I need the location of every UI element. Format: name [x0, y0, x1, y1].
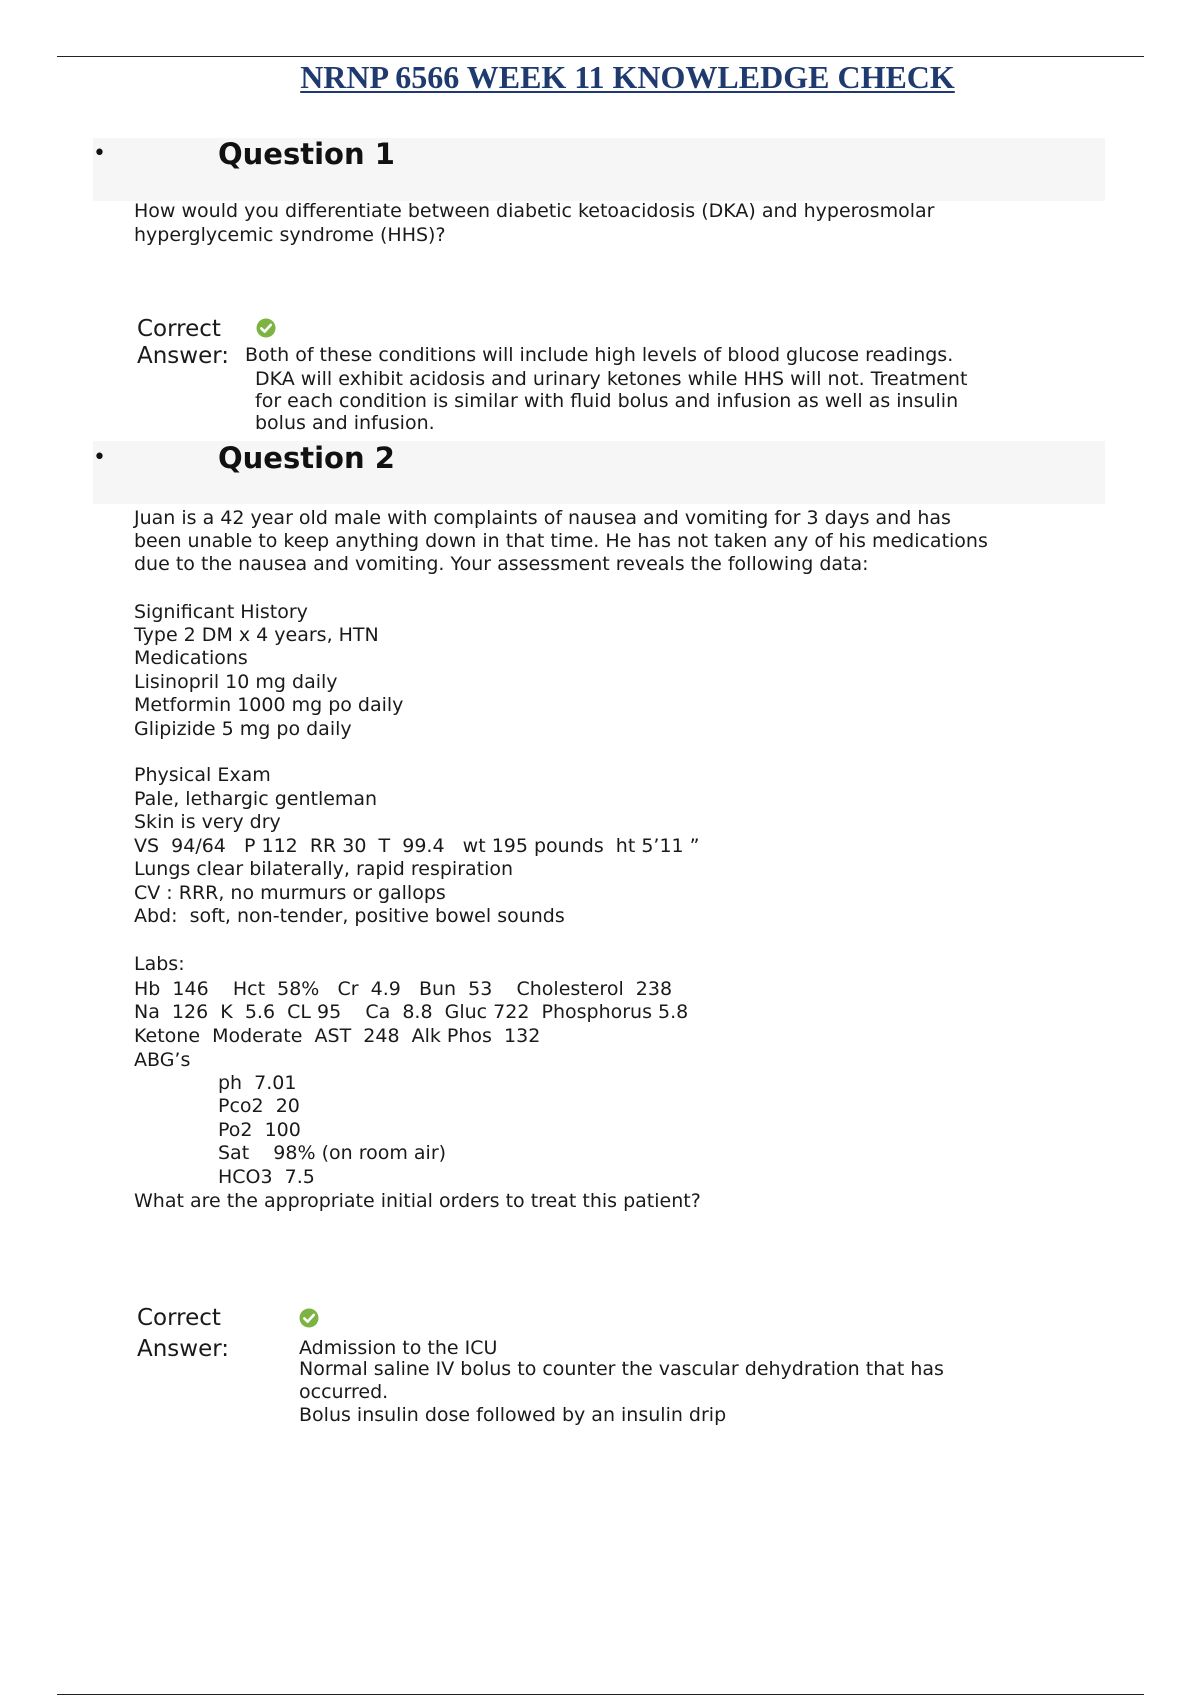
question-2-bullet: • — [93, 445, 106, 470]
exam-line: Skin is very dry — [134, 811, 281, 833]
history-line: Metformin 1000 mg po daily — [134, 694, 404, 716]
question-1-title: Question 1 — [218, 137, 395, 171]
abg-line: HCO3 7.5 — [218, 1166, 315, 1188]
question-2-title: Question 2 — [218, 441, 395, 475]
question-2-answer-line: Admission to the ICU — [299, 1337, 498, 1359]
exam-line: Pale, lethargic gentleman — [134, 788, 378, 810]
abg-line: Pco2 20 — [218, 1095, 300, 1117]
question-2-correct-label: Correct — [137, 1305, 221, 1331]
check-circle-icon — [299, 1308, 319, 1328]
question-1-answer-label: Answer: — [137, 343, 230, 369]
history-line: Type 2 DM x 4 years, HTN — [134, 624, 379, 646]
question-1-prompt-line: How would you differentiate between diabetic ketoacidosis (DKA) and hyperosmolar — [134, 200, 935, 222]
history-line: Significant History — [134, 601, 308, 623]
question-2-intro-line: due to the nausea and vomiting. Your assessment reveals the following data: — [134, 553, 869, 575]
question-2-answer-line: occurred. — [299, 1381, 389, 1403]
question-1-correct-label: Correct — [137, 316, 221, 342]
history-line: Medications — [134, 647, 248, 669]
check-circle-icon — [256, 318, 276, 338]
labs-line: ABG’s — [134, 1049, 191, 1071]
abg-line: Po2 100 — [218, 1119, 301, 1141]
bottom-rule — [57, 1694, 1144, 1695]
history-line: Glipizide 5 mg po daily — [134, 718, 352, 740]
exam-line: Physical Exam — [134, 764, 271, 786]
labs-line: Ketone Moderate AST 248 Alk Phos 132 — [134, 1025, 541, 1047]
question-2-answer-label: Answer: — [137, 1336, 230, 1362]
question-1-bullet: • — [93, 141, 106, 166]
question-2-answer-line: Normal saline IV bolus to counter the vascular dehydration that has — [299, 1358, 944, 1380]
exam-line: CV : RRR, no murmurs or gallops — [134, 882, 446, 904]
question-1-answer-line: for each condition is similar with fluid bolus and infusion as well as insulin — [255, 390, 959, 412]
labs-line: Labs: — [134, 953, 185, 975]
question-2-answer-line: Bolus insulin dose followed by an insulin drip — [299, 1404, 727, 1426]
labs-line: Hb 146 Hct 58% Cr 4.9 Bun 53 Cholesterol 238 — [134, 978, 673, 1000]
question-2-intro-line: Juan is a 42 year old male with complaints of nausea and vomiting for 3 days and has — [134, 507, 951, 529]
abg-line: Sat 98% (on room air) — [218, 1142, 447, 1164]
exam-line: Lungs clear bilaterally, rapid respiration — [134, 858, 514, 880]
question-2-prompt: What are the appropriate initial orders to treat this patient? — [134, 1190, 701, 1212]
question-1-answer-line: bolus and infusion. — [255, 412, 435, 434]
labs-line: Na 126 K 5.6 CL 95 Ca 8.8 Gluc 722 Phosphorus 5.8 — [134, 1001, 689, 1023]
exam-line: VS 94/64 P 112 RR 30 T 99.4 wt 195 pounds ht 5’11 ” — [134, 835, 700, 857]
document-title: NRNP 6566 WEEK 11 KNOWLEDGE CHECK — [300, 59, 955, 95]
question-2-intro-line: been unable to keep anything down in that time. He has not taken any of his medications — [134, 530, 988, 552]
question-1-answer-line: DKA will exhibit acidosis and urinary ketones while HHS will not. Treatment — [255, 368, 968, 390]
question-1-prompt-line: hyperglycemic syndrome (HHS)? — [134, 224, 446, 246]
question-1-answer-line: Both of these conditions will include high levels of blood glucose readings. — [245, 344, 954, 366]
history-line: Lisinopril 10 mg daily — [134, 671, 338, 693]
abg-line: ph 7.01 — [218, 1072, 297, 1094]
exam-line: Abd: soft, non-tender, positive bowel sounds — [134, 905, 565, 927]
